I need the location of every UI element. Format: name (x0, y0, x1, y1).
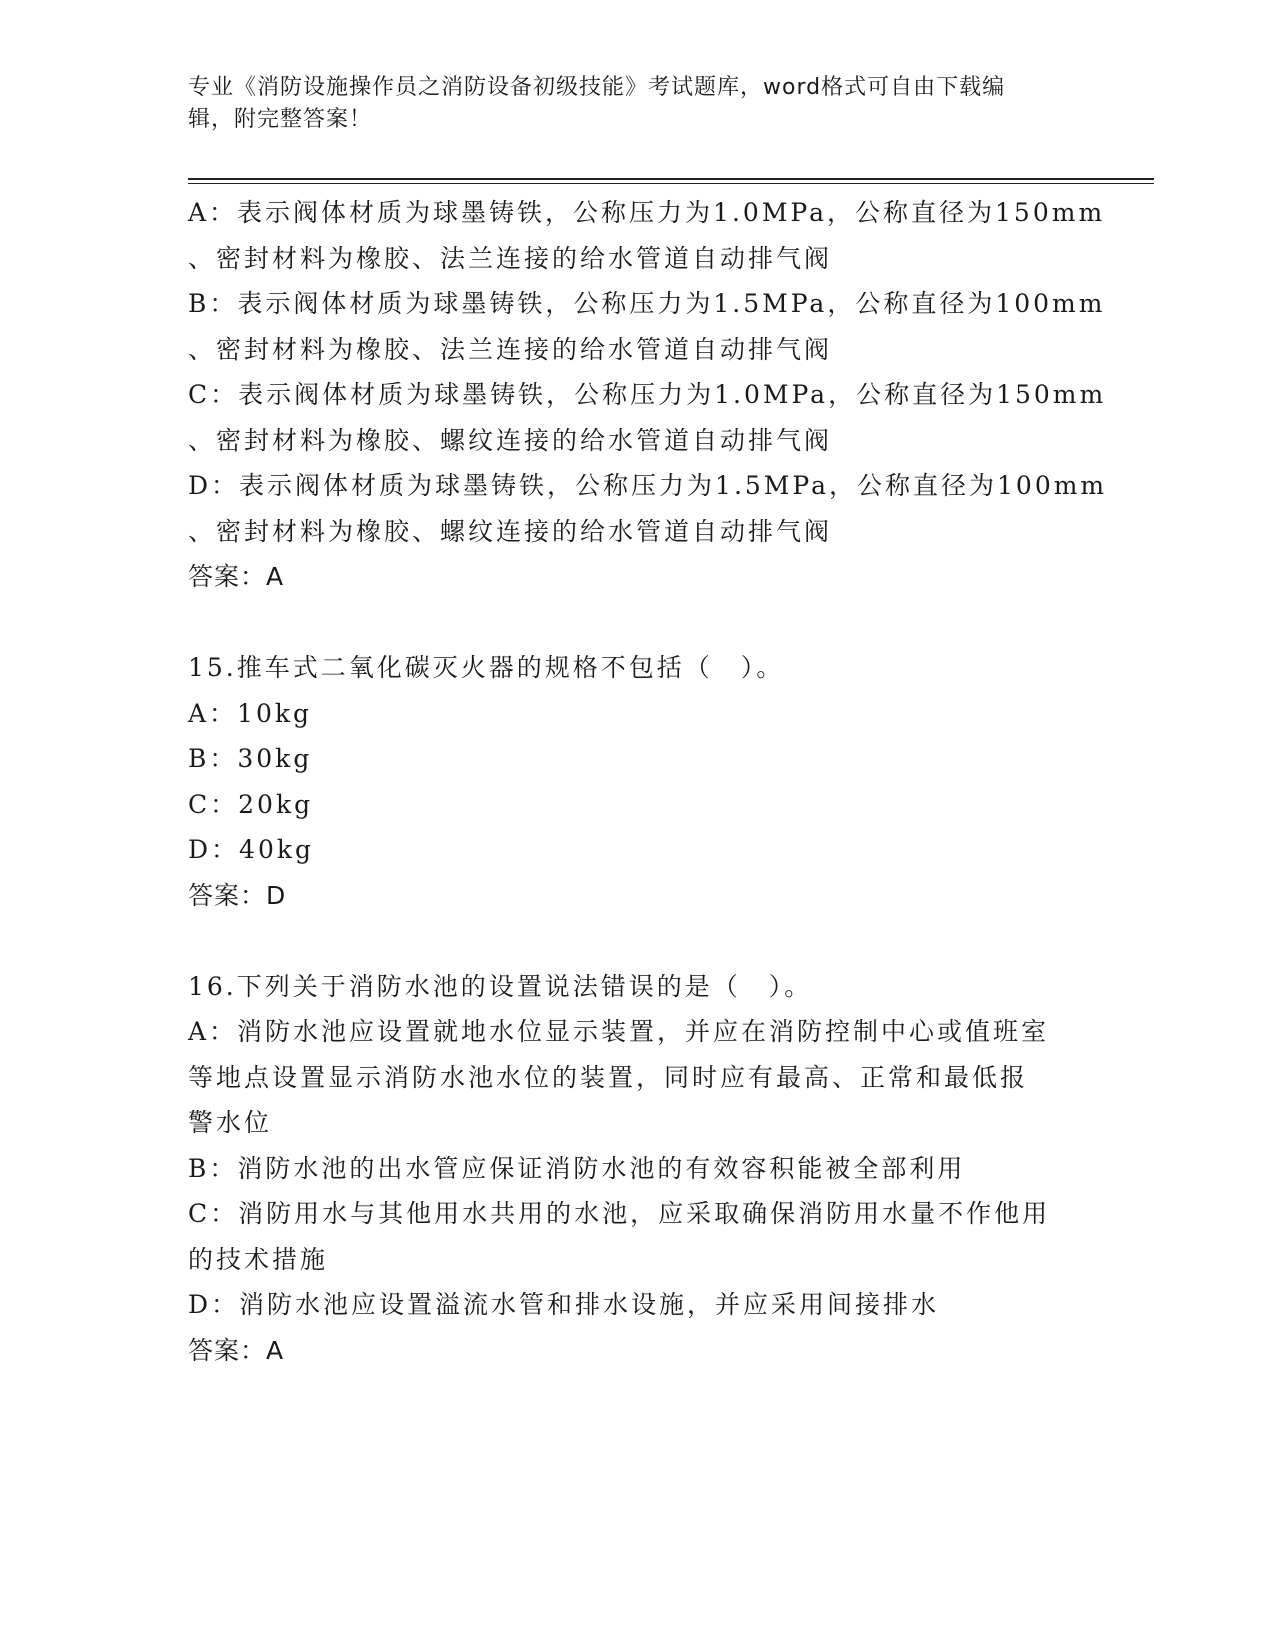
spacer (188, 600, 1088, 646)
question-16-text: 16.下列关于消防水池的设置说法错误的是（ ）。 (188, 971, 813, 1001)
option-a-line-1: A：消防水池应设置就地水位显示装置，并应在消防控制中心或值班室 (188, 1017, 1050, 1046)
header-divider-thin (188, 183, 1154, 184)
question-15-text: 15.推车式二氧化碳灭火器的规格不包括（ ）。 (188, 653, 785, 682)
option-a-line-2: 等地点设置显示消防水池水位的装置，同时应有最高、正常和最低报 (188, 1062, 1029, 1092)
answer-16: 答案：A (188, 1335, 285, 1365)
option-a-line-1: A：表示阀体材质为球墨铸铁，公称压力为1.0MPa，公称直径为150mm (188, 198, 1106, 227)
question-16 (188, 964, 1088, 1374)
option-a: A：10kg (188, 698, 313, 728)
question-15 (188, 645, 1088, 918)
header-line-2: 辑，附完整答案！ (188, 107, 373, 132)
option-c-line-1: C：消防用水与其他用水共用的水池，应采取确保消防用水量不作他用 (188, 1199, 1051, 1228)
header-line-1: 专业《消防设施操作员之消防设备初级技能》考试题库，word格式可自由下载编 (188, 75, 1006, 100)
option-b: B：消防水池的出水管应保证消防水池的有效容积能被全部利用 (188, 1153, 966, 1183)
option-c-line-2: 、密封材料为橡胶、螺纹连接的给水管道自动排气阀 (188, 425, 833, 455)
option-a-line-2: 、密封材料为橡胶、法兰连接的给水管道自动排气阀 (188, 243, 833, 273)
answer-15: 答案：D (188, 880, 287, 910)
spacer (188, 918, 1088, 964)
option-d: D：40kg (188, 835, 315, 864)
answer-14: 答案：A (188, 562, 285, 591)
option-b-line-2: 、密封材料为橡胶、法兰连接的给水管道自动排气阀 (188, 334, 833, 364)
header-divider-thick (188, 178, 1154, 180)
document-header (188, 72, 1068, 136)
option-d-line-2: 、密封材料为橡胶、螺纹连接的给水管道自动排气阀 (188, 516, 833, 546)
option-d: D：消防水池应设置溢流水管和排水设施，并应采用间接排水 (188, 1290, 940, 1319)
option-d-line-1: D：表示阀体材质为球墨铸铁，公称压力为1.5MPa，公称直径为100mm (188, 471, 1108, 500)
option-b-line-1: B：表示阀体材质为球墨铸铁，公称压力为1.5MPa，公称直径为100mm (188, 289, 1106, 318)
option-c-line-1: C：表示阀体材质为球墨铸铁，公称压力为1.0MPa，公称直径为150mm (188, 380, 1107, 409)
option-c: C：20kg (188, 789, 314, 819)
option-a-line-3: 警水位 (188, 1108, 273, 1137)
option-b: B：30kg (188, 744, 313, 773)
question-14-options (188, 190, 1108, 600)
question-content (188, 190, 1108, 1373)
option-c-line-2: 的技术措施 (188, 1244, 329, 1274)
